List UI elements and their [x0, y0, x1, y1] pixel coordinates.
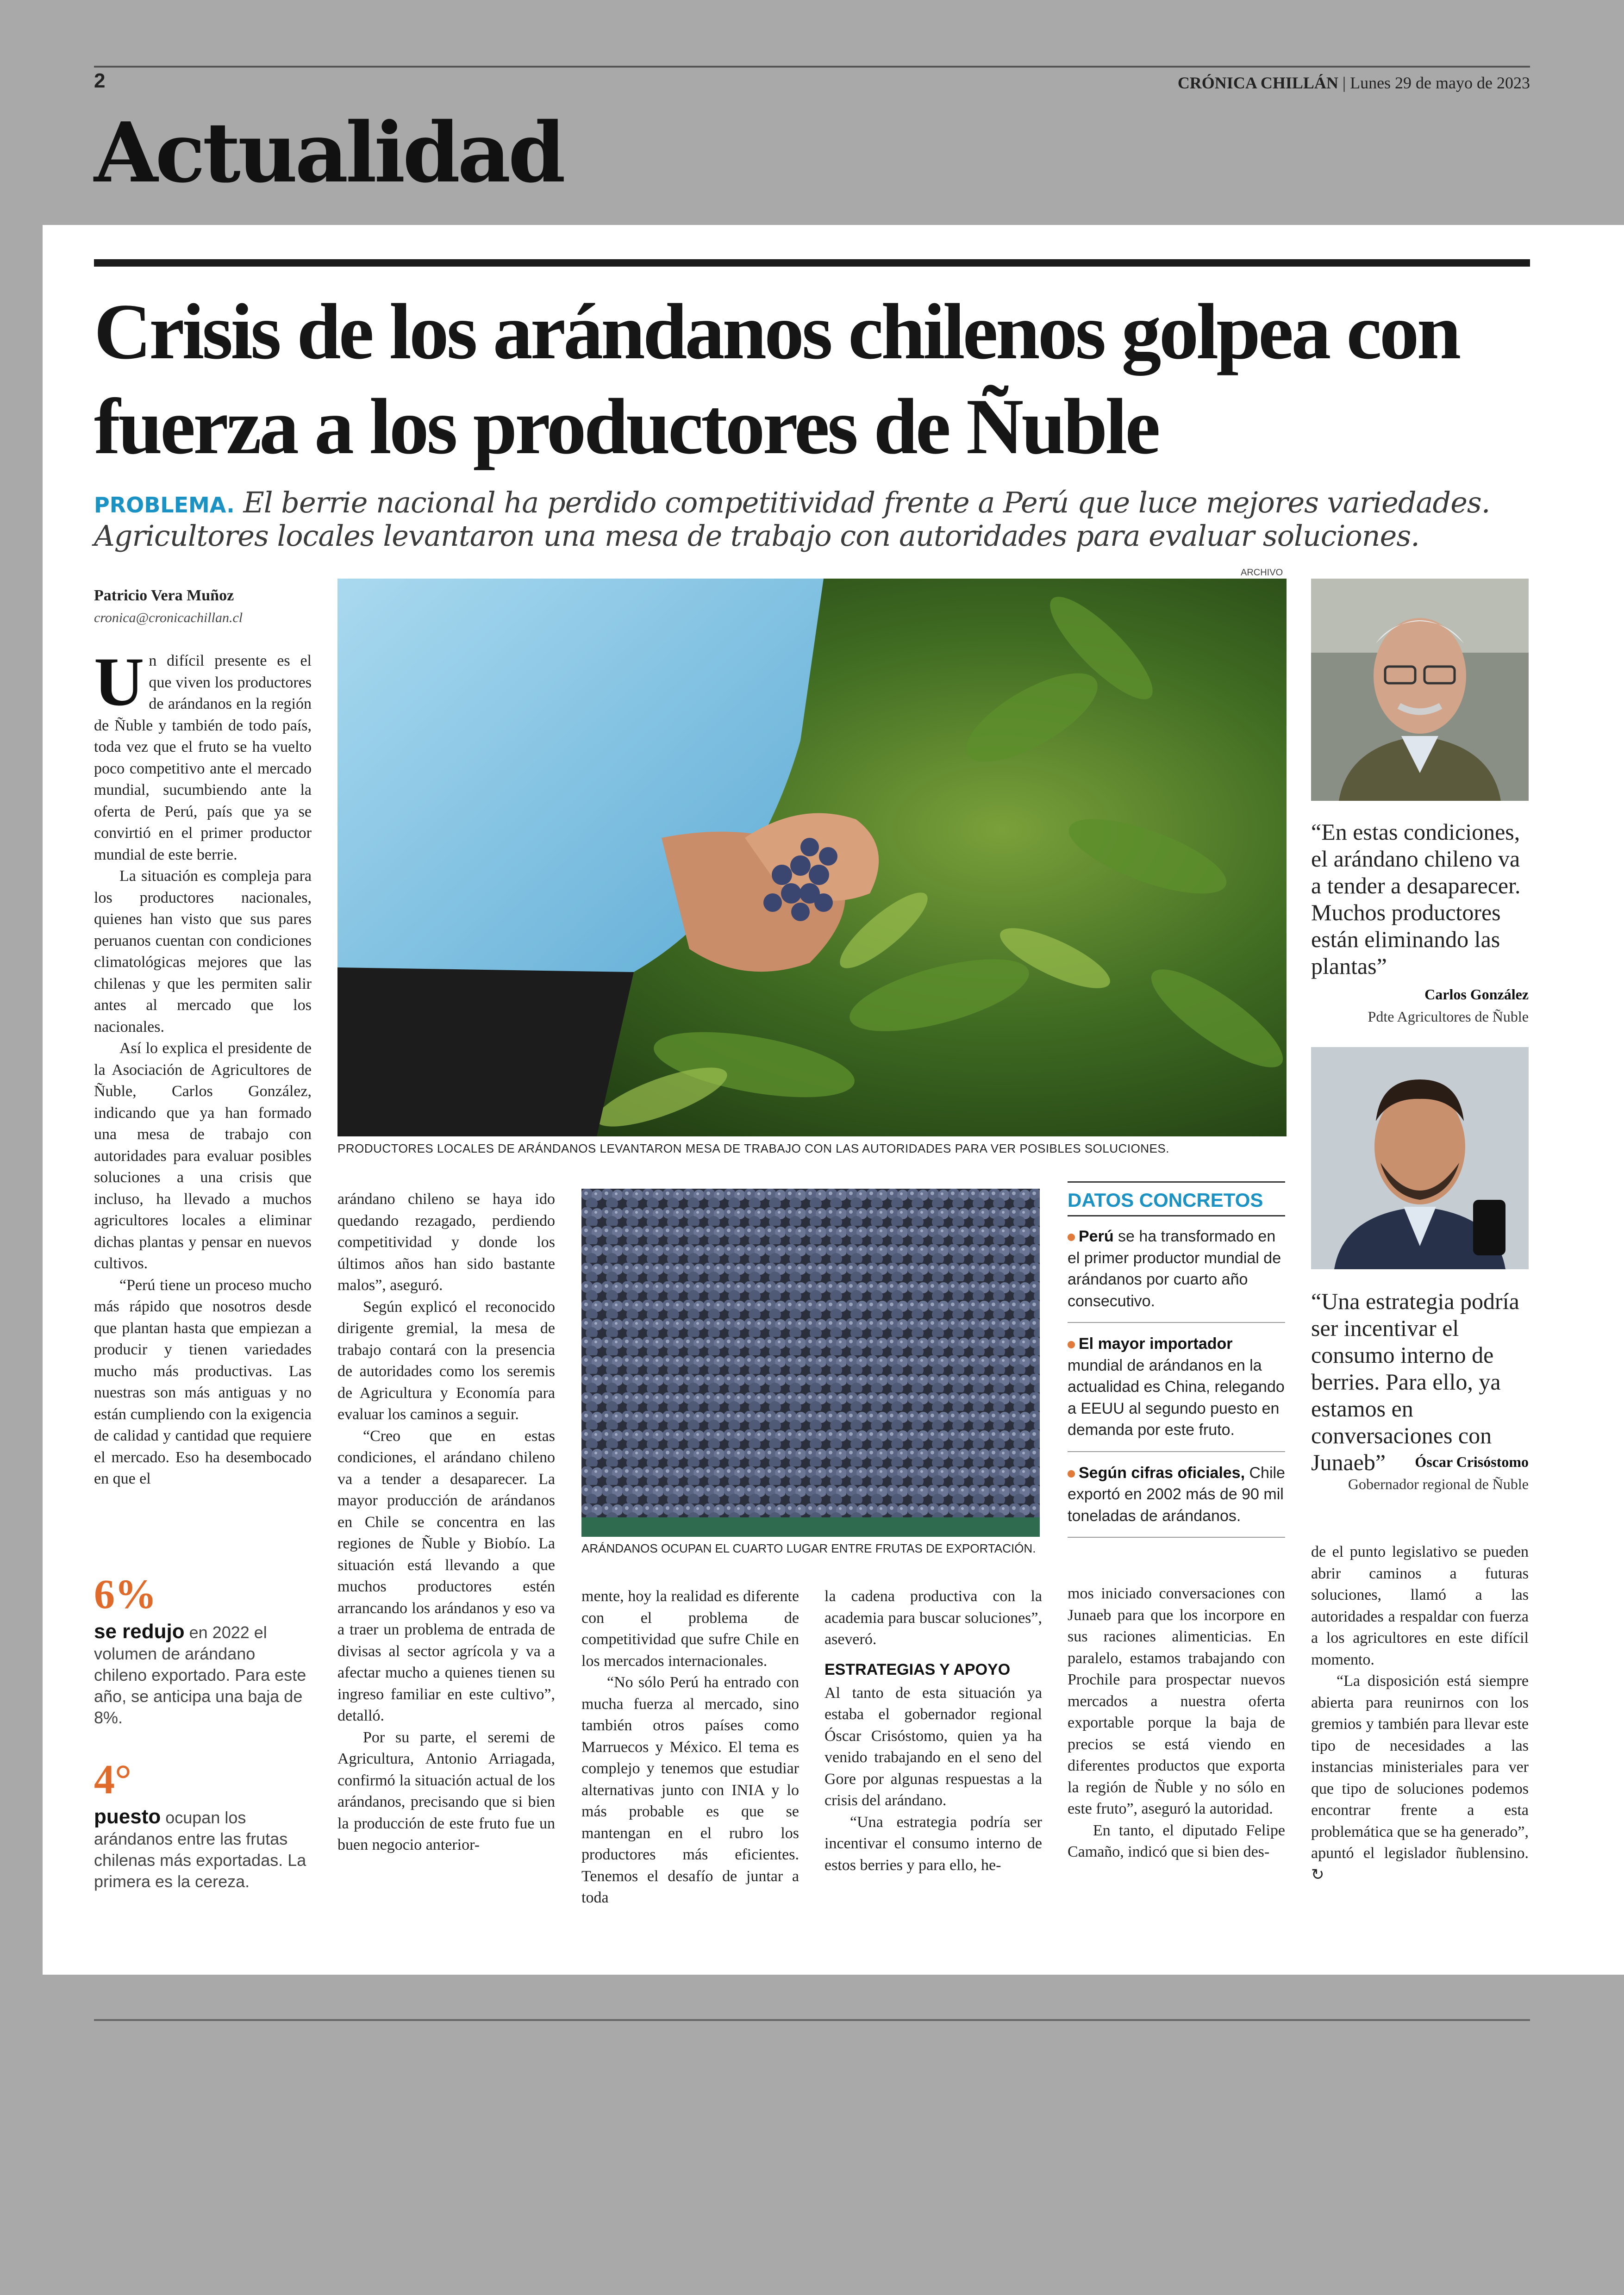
- dato-item: [1068, 1462, 1285, 1538]
- quote-author-role: Pdte Agricultores de Ñuble: [1368, 1008, 1529, 1025]
- pull-quote: “En estas condiciones, el arándano chileno va a tender a desaparecer. Muchos productores están eliminando las plantas”: [1311, 819, 1521, 979]
- stat-text: [94, 1806, 312, 1892]
- paragraph: “La disposición está siempre abierta para reunirnos con los gremios y también para llevar este tipo de necesidades a las instancias ministeriales para ver que tipo de soluciones podemos encontrar frente a esta problemática que se ha generado”, apuntó el legislador ñublensino. ↻: [1311, 1672, 1529, 1883]
- dato-text: se ha transformado en el primer productor mundial de arándanos por cuarto año consecutivo.: [1068, 1228, 1281, 1310]
- quote-author-role: Gobernador regional de Ñuble: [1348, 1476, 1529, 1492]
- portrait-art: [1311, 579, 1529, 801]
- stat-bold: se redujo: [94, 1620, 185, 1643]
- blueberries-photo-caption: ARÁNDANOS OCUPAN EL CUARTO LUGAR ENTRE FRUTAS DE EXPORTACIÓN.: [581, 1541, 1036, 1555]
- paragraph: Por su parte, el seremi de Agricultura, Antonio Arriagada, confirmó la situación actual de los arándanos, precisando que si bien la producción de este fruto fue un buen negocio anterior-: [337, 1728, 555, 1853]
- paragraph: “No sólo Perú ha entrado con mucha fuerza al mercado, sino también otros países como Marruecos y México. El tema es complejo y tenemos que estudiar alternativas junto con INIA y lo más probable es que se mantengan en el rubro los productores más eficientes. Tenemos el desafío de juntar a toda: [581, 1674, 799, 1906]
- bullet-dot-icon: [1068, 1234, 1075, 1241]
- main-photo-caption: PRODUCTORES LOCALES DE ARÁNDANOS LEVANTARON MESA DE TRABAJO CON LAS AUTORIDADES PARA VER POSIBLES SOLUCIONES.: [337, 1141, 1169, 1155]
- body-column-5: [1068, 1583, 1285, 1863]
- publication-name: CRÓNICA CHILLÁN: [1177, 74, 1338, 92]
- drop-cap: U: [94, 643, 144, 720]
- dato-item: [1068, 1226, 1285, 1323]
- body-column-1: [94, 643, 312, 1490]
- deck: [94, 486, 1538, 553]
- dato-bold: Según cifras oficiales,: [1079, 1464, 1245, 1482]
- blueberries-photo: [581, 1189, 1040, 1537]
- paragraph: En tanto, el diputado Felipe Camaño, indicó que si bien des-: [1068, 1821, 1285, 1860]
- stat-number: 4°: [94, 1757, 131, 1802]
- body-column-6: [1311, 1541, 1529, 1886]
- quote-author-name: Óscar Crisóstomo: [1415, 1453, 1529, 1470]
- stat-box: [94, 1574, 312, 1728]
- deck-label: PROBLEMA.: [94, 493, 235, 518]
- body-column-2: [337, 1189, 555, 1856]
- stat-number: 6%: [94, 1572, 156, 1617]
- body-column-4: [824, 1586, 1042, 1876]
- paragraph: “Creo que en estas condiciones, el arándano chileno va a tender a desaparecer. La mayor producción de arándanos en Chile se concentra en las regiones de Ñuble y Biobío. La situación está llevando a que muchos productores estén arrancando los arándanos y eso va a traer un problema de entrada de divisas al sector agrícola y va a afectar mucho a quienes tienen su ingreso familiar en este cultivo”, detalló.: [337, 1427, 555, 1724]
- subhead: ESTRATEGIAS Y APOYO: [824, 1660, 1011, 1678]
- dato-text: Chile exportó en 2002 más de 90 mil toneladas de arándanos.: [1068, 1464, 1285, 1525]
- paragraph: Según explicó el reconocido dirigente gremial, la mesa de trabajo contará con la presencia de autoridades como los seremis de Agricultura y Economía para evaluar los caminos a seguir.: [337, 1298, 555, 1423]
- headline: Crisis de los arándanos chilenos golpea con fuerza a los productores de Ñuble: [94, 288, 1459, 471]
- author-email[interactable]: cronica@cronicachillan.cl: [94, 610, 243, 625]
- publication-line: CRÓNICA CHILLÁN | Lunes 29 de mayo de 2023: [1177, 74, 1530, 92]
- paragraph: de el punto legislativo se pueden abrir caminos a futuras soluciones, llamó a las autoridades a respaldar con fuerza a los agricultores en este difícil momento.: [1311, 1543, 1529, 1668]
- stat-box: [94, 1759, 312, 1892]
- paragraph: arándano chileno se haya ido quedando rezagado, perdiendo competitividad y donde los últimos años han sido bastante malos”, aseguró.: [337, 1191, 555, 1294]
- pull-quote: “Una estrategia podría ser incentivar el consumo interno de berries. Para ello, ya estamos en conversaciones con Junaeb”: [1311, 1288, 1519, 1475]
- main-photo-art: [337, 579, 1287, 1136]
- paragraph: “Una estrategia podría ser incentivar el consumo interno de estos berries y para ello, he-: [824, 1813, 1042, 1874]
- quote-author-name: Carlos González: [1424, 986, 1529, 1003]
- heavy-rule: [94, 259, 1530, 267]
- paragraph: La situación es compleja para los productores nacionales, quienes han visto que sus pares peruanos cuentan con condiciones climatológicas mejores que las chilenas y que les permiten salir antes al mercado que los nacionales.: [94, 867, 312, 1035]
- dato-bold: Perú: [1079, 1228, 1114, 1245]
- datos-concretos-box: [1068, 1181, 1285, 1548]
- deck-text: El berrie nacional ha perdido competitividad frente a Perú que luce mejores variedades. Agricultores locales levantaron una mesa de trabajo con autoridades para evaluar soluciones.: [94, 486, 1490, 553]
- portrait-art: [1311, 1047, 1529, 1269]
- bullet-dot-icon: [1068, 1470, 1075, 1478]
- paragraph: la cadena productiva con la academia para buscar soluciones”, aseveró.: [824, 1588, 1042, 1648]
- body-column-3: [581, 1586, 799, 1909]
- top-rule: [94, 66, 1530, 68]
- dato-text: mundial de arándanos en la actualidad es China, relegando a EEUU al segundo puesto en demanda por este fruto.: [1068, 1356, 1285, 1439]
- publication-date: Lunes 29 de mayo de 2023: [1350, 74, 1530, 92]
- paragraph: Al tanto de esta situación ya estaba el gobernador regional Óscar Crisóstomo, quien ya ha venido trabajando en el seno del Gore por algunas respuestas a la crisis del arándano.: [824, 1684, 1042, 1809]
- paragraph-text: n difícil presente es el que viven los productores de arándanos en la región de Ñuble y también de todo país, toda vez que el fruto se ha vuelto poco competitivo ante el mercado mundial, sucumbiendo ante la oferta de Perú, país que ya se convirtió en el primer productor mundial de este berrie.: [94, 652, 312, 863]
- dato-item: [1068, 1333, 1285, 1452]
- main-photo-hands-blueberries: [337, 579, 1287, 1136]
- stat-desc: ocupan los arándanos entre las frutas chilenas más exportadas. La primera es la cereza.: [94, 1808, 306, 1891]
- paragraph: mos iniciado conversaciones con Junaeb para que los incorpore en sus raciones alimenticias. En paralelo, estamos trabajando con Prochile para prospectar nuevos mercados a nuestra oferta exportable porque la baja de precios se está viendo en diferentes productos que exporta la región de Ñuble y no sólo en este fruto”, aseguró la autoridad.: [1068, 1585, 1285, 1817]
- stat-text: [94, 1621, 312, 1728]
- section-title: Actualidad: [94, 104, 563, 201]
- bullet-dot-icon: [1068, 1341, 1075, 1348]
- dato-bold: El mayor importador: [1079, 1335, 1233, 1353]
- paragraph: mente, hoy la realidad es diferente con el problema de competitividad que sufre Chile en los mercados internacionales.: [581, 1588, 799, 1670]
- datos-title: DATOS CONCRETOS: [1068, 1181, 1285, 1216]
- blueberries-photo-art: [581, 1189, 1040, 1537]
- stat-desc: en 2022 el volumen de arándano chileno exportado. Para este año, se anticipa una baja de 8%.: [94, 1623, 306, 1727]
- stat-bold: puesto: [94, 1805, 161, 1828]
- page-number: 2: [94, 69, 106, 92]
- portrait-oscar-crisostomo: [1311, 1047, 1529, 1269]
- paragraph: Así lo explica el presidente de la Asociación de Agricultores de Ñuble, Carlos González, indicando que ya han formado una mesa de trabajo con autoridades para evaluar posibles soluciones a una crisis que incluso, ha llevado a muchos agricultores locales a eliminar dichas plantas y pensar en nuevos cultivos.: [94, 1040, 312, 1272]
- bottom-rule: [94, 2019, 1530, 2021]
- portrait-carlos-gonzalez: [1311, 579, 1529, 801]
- photo-credit: ARCHIVO: [1241, 568, 1283, 578]
- paragraph: “Perú tiene un proceso mucho más rápido que nosotros desde que plantan hasta que empiezan a producir y tienen variedades mucho más productivas. Las nuestras son más antiguas y no están cumpliendo con la exigencia de calidad y cantidad que requiere el mercado. Eso ha desembocado en que el: [94, 1276, 312, 1487]
- author: Patricio Vera Muñoz: [94, 587, 234, 604]
- paragraph: [94, 643, 312, 866]
